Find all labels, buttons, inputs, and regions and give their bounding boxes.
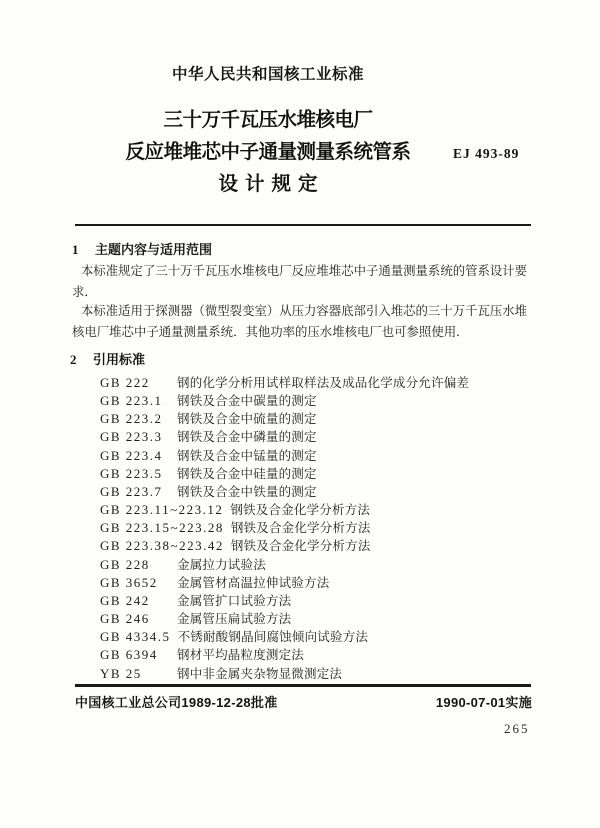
reference-code: GB 246: [100, 611, 150, 627]
reference-item: [100, 592, 540, 610]
reference-item: [100, 483, 540, 501]
section-2-heading-text: 引用标准: [93, 352, 146, 367]
section-1-heading-text: 主题内容与适用范围: [95, 242, 213, 257]
reference-code: GB 223.15~223.28: [100, 520, 224, 536]
section-1-heading: [72, 242, 212, 258]
reference-title: 钢铁及合金化学分析方法: [230, 539, 371, 554]
approval-text: 中国核工业总公司1989-12-28批准: [75, 695, 278, 710]
document-title-line3: 设计规定: [218, 173, 325, 195]
reference-code: GB 3652: [100, 574, 158, 590]
reference-title: 钢中非金属夹杂物显微测定法: [177, 666, 343, 681]
reference-code: GB 223.1: [100, 393, 163, 409]
reference-title: 金属管材高温拉伸试验方法: [177, 575, 330, 590]
reference-item: [100, 556, 540, 574]
reference-title: 金属管压扁试验方法: [177, 612, 292, 627]
reference-item: [100, 465, 540, 483]
scope-paragraph-1: [72, 261, 544, 302]
reference-item: [100, 374, 540, 392]
reference-code: GB 223.7: [100, 483, 163, 499]
section-1-number: 1: [72, 242, 79, 257]
reference-item: [100, 410, 540, 428]
paragraph-line: 本标准规定了三十万千瓦压水堆核电厂反应堆堆芯中子通量测量系统的管系设计要: [81, 264, 528, 278]
reference-code: GB 6394: [100, 647, 158, 663]
reference-item: [100, 447, 540, 465]
reference-code: GB 223.2: [100, 411, 163, 427]
reference-title: 金属管扩口试验方法: [177, 593, 292, 608]
reference-item: [100, 537, 540, 555]
reference-item: [100, 610, 540, 628]
reference-item: [100, 628, 540, 646]
implementation-date: 1990-07-01实施: [435, 695, 532, 710]
reference-title: 钢铁及合金中铁量的测定: [177, 484, 317, 499]
reference-title: 钢铁及合金中磷量的测定: [177, 430, 317, 445]
reference-code: GB 222: [100, 375, 150, 390]
reference-title: 钢铁及合金中锰量的测定: [177, 448, 317, 463]
reference-title: 钢铁及合金中硅量的测定: [177, 466, 317, 481]
reference-item: [100, 646, 540, 664]
paragraph-line: 求．: [72, 284, 97, 299]
footer: [75, 695, 532, 712]
section-2-heading: [70, 352, 145, 368]
standard-class-title: 中华人民共和国核工业标准: [171, 66, 364, 83]
reference-item: [100, 392, 540, 410]
reference-code: GB 223.4: [100, 447, 163, 463]
reference-code: GB 242: [100, 592, 150, 608]
paragraph-line: 核电厂堆芯中子通量测量系统．其他功率的压水堆核电厂也可参照使用．: [72, 324, 469, 339]
reference-code: YB 25: [100, 665, 142, 681]
reference-code: GB 223.5: [100, 465, 163, 481]
footer-rule: [75, 684, 531, 687]
reference-title: 钢铁及合金中碳量的测定: [177, 394, 317, 409]
reference-code: GB 4334.5: [100, 629, 171, 645]
standard-number: EJ 493-89: [453, 146, 520, 161]
reference-title: 钢铁及合金化学分析方法: [230, 521, 371, 536]
reference-title: 不锈耐酸钢晶间腐蚀倾向试验方法: [177, 630, 369, 645]
reference-title: 钢的化学分析用试样取样法及成品化学成分允许偏差: [177, 376, 470, 390]
scope-paragraph-2: [72, 301, 544, 342]
reference-item: [100, 519, 540, 537]
reference-code: GB 228: [100, 556, 150, 572]
header-rule: [75, 224, 531, 226]
paragraph-line: 本标准适用于探测器（微型裂变室）从压力容器底部引入堆芯的三十万千瓦压水堆: [81, 304, 528, 318]
reference-title: 钢铁及合金中硫量的测定: [177, 412, 317, 427]
reference-code: GB 223.3: [100, 429, 163, 445]
section-2-number: 2: [70, 352, 77, 367]
reference-title: 金属拉力试验法: [177, 557, 266, 572]
page-number: 265: [504, 721, 530, 736]
reference-code: GB 223.38~223.42: [100, 538, 224, 554]
reference-item: [100, 665, 540, 683]
document-title-line1: 三十万千瓦压水堆核电厂: [163, 109, 373, 131]
document-title-line2: 反应堆堆芯中子通量测量系统管系: [125, 141, 411, 163]
reference-item: [100, 501, 540, 519]
reference-item: [100, 428, 540, 446]
reference-standard-list: [100, 374, 540, 683]
reference-code: GB 223.11~223.12: [100, 502, 224, 518]
reference-item: [100, 574, 540, 592]
reference-title: 钢材平均晶粒度测定法: [177, 648, 305, 663]
reference-title: 钢铁及合金化学分析方法: [230, 503, 371, 518]
